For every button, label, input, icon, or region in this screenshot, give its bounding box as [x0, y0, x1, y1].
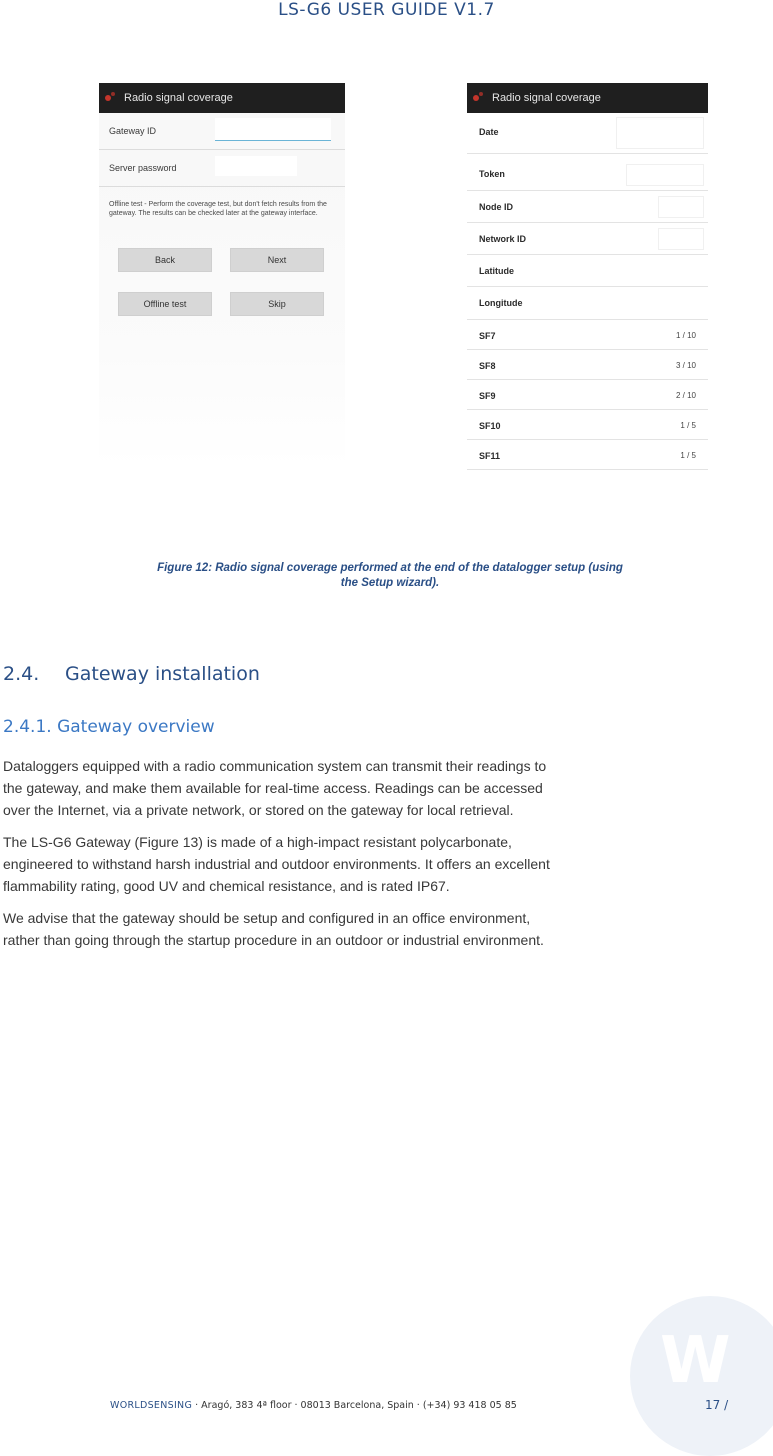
row-label: SF8	[479, 361, 496, 371]
row-label: Longitude	[479, 298, 523, 308]
row-value: 1 / 5	[680, 421, 696, 430]
result-row-node-id	[467, 191, 708, 223]
row-label: SF11	[479, 451, 501, 461]
figure-caption-line: Figure 12: Radio signal coverage performed at the end of the datalogger setup (using	[157, 562, 623, 574]
row-label: Date	[479, 127, 499, 137]
figure-caption	[60, 561, 720, 591]
offline-test-button[interactable]: Offline test	[118, 292, 212, 316]
network-id-input[interactable]	[658, 228, 704, 250]
result-row-sf9	[467, 380, 708, 410]
result-row-network-id	[467, 223, 708, 255]
skip-button[interactable]: Skip	[230, 292, 324, 316]
paragraph-line: engineered to withstand harsh industrial and outdoor environments. It offers an excellent	[3, 856, 550, 872]
section-heading	[3, 663, 260, 685]
result-row-sf11	[467, 440, 708, 470]
offline-test-note: Offline test - Perform the coverage test, but don't fetch results from the gateway. The results can be checked later at the gateway interface.	[109, 201, 327, 217]
server-password-input[interactable]	[215, 156, 297, 176]
row-label: Network ID	[479, 234, 527, 244]
footer-address: · Aragó, 383 4ª floor · 08013 Barcelona, Spain · (+34) 93 418 05 85	[192, 1400, 517, 1411]
server-password-row	[99, 150, 345, 187]
row-value: 2 / 10	[675, 391, 696, 400]
token-input[interactable]	[626, 164, 704, 186]
row-label: SF10	[479, 421, 501, 431]
row-label: Token	[479, 169, 505, 179]
row-label: Latitude	[479, 266, 514, 276]
row-label: SF7	[479, 331, 496, 341]
date-input[interactable]	[616, 117, 704, 149]
footer-brand: WORLDSENSING	[110, 1400, 193, 1411]
row-value: 3 / 10	[675, 361, 696, 370]
paragraph-line: Dataloggers equipped with a radio communication system can transmit their readings to	[3, 758, 547, 774]
page-number: 17 /	[705, 1398, 729, 1412]
worldsensing-watermark-icon	[630, 1296, 773, 1456]
row-label: SF9	[479, 391, 496, 401]
back-button[interactable]: Back	[118, 248, 212, 272]
page-footer	[110, 1400, 517, 1411]
app-logo-icon	[105, 92, 119, 104]
gateway-id-label: Gateway ID	[109, 126, 157, 136]
gateway-id-input[interactable]	[215, 118, 331, 141]
app-logo-icon	[473, 92, 487, 104]
node-id-input[interactable]	[658, 196, 704, 218]
paragraph-line: The LS-G6 Gateway (Figure 13) is made of a high-impact resistant polycarbonate,	[3, 834, 512, 850]
paragraph-line: flammability rating, good UV and chemical resistance, and is rated IP67.	[3, 878, 450, 894]
section-number: 2.4.	[3, 663, 40, 685]
result-row-longitude	[467, 287, 708, 320]
section-title: Gateway installation	[65, 663, 260, 685]
result-row-latitude	[467, 255, 708, 287]
paragraph-line: We advise that the gateway should be setup and configured in an office environment,	[3, 910, 531, 926]
app-bar-title: Radio signal coverage	[492, 92, 601, 104]
app-bar	[467, 83, 708, 113]
subsection-heading: 2.4.1. Gateway overview	[3, 717, 215, 737]
row-value: 1 / 10	[675, 331, 696, 340]
server-password-label: Server password	[109, 163, 177, 173]
row-value: 1 / 5	[680, 451, 696, 460]
paragraph-line: the gateway, and make them available for real-time access. Readings can be accessed	[3, 780, 543, 796]
screenshot-gateway-login	[99, 83, 345, 468]
result-row-sf10	[467, 410, 708, 440]
result-row-sf7	[467, 320, 708, 350]
document-header: LS-G6 USER GUIDE V1.7	[278, 0, 495, 20]
result-row-date	[467, 113, 708, 154]
result-row-sf8	[467, 350, 708, 380]
screenshot-coverage-results	[467, 83, 708, 473]
figure-caption-line: the Setup wizard).	[340, 577, 440, 589]
app-bar	[99, 83, 345, 113]
paragraph-line: over the Internet, via a private network, or stored on the gateway for local retrieval.	[3, 802, 514, 818]
row-label: Node ID	[479, 202, 514, 212]
watermark-letter: W	[660, 1324, 731, 1398]
result-row-token	[467, 154, 708, 191]
next-button[interactable]: Next	[230, 248, 324, 272]
gateway-id-row	[99, 113, 345, 150]
app-bar-title: Radio signal coverage	[124, 92, 233, 104]
paragraph-line: rather than going through the startup procedure in an outdoor or industrial environment.	[3, 932, 544, 948]
